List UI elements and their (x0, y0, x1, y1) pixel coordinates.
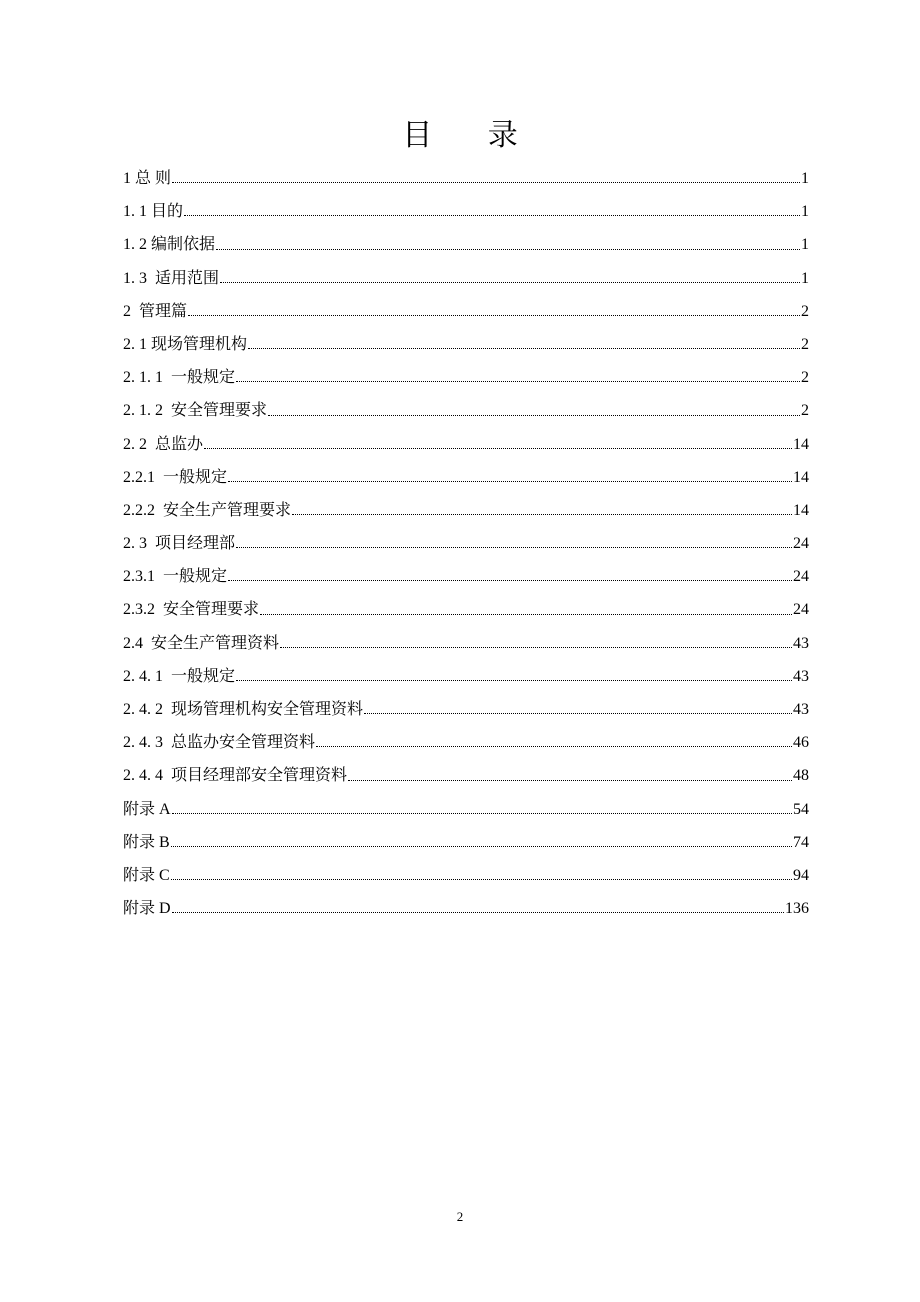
toc-entry-page: 24 (793, 601, 809, 619)
toc-entry[interactable] (123, 394, 809, 427)
toc-entry-label: 1. 3 适用范围 (123, 269, 220, 287)
toc-dot-leader (188, 315, 800, 316)
toc-list (123, 162, 809, 925)
toc-entry-label: 2. 4. 4 项目经理部安全管理资料 (123, 767, 348, 785)
toc-entry-label: 附录 B (123, 833, 170, 851)
toc-entry-label: 附录 C (123, 866, 170, 884)
page-number: 2 (456, 1209, 464, 1224)
toc-entry[interactable] (123, 859, 809, 892)
toc-entry-page: 14 (793, 435, 809, 453)
toc-entry[interactable] (123, 428, 809, 461)
toc-dot-leader (292, 514, 792, 515)
toc-entry-label: 2.2.2 安全生产管理要求 (123, 501, 292, 519)
toc-entry[interactable] (123, 494, 809, 527)
toc-title: 目 录 (402, 119, 542, 152)
toc-entry-page: 24 (793, 568, 809, 586)
toc-dot-leader (184, 215, 800, 216)
toc-dot-leader (204, 448, 792, 449)
toc-dot-leader (280, 647, 792, 648)
toc-entry-page: 54 (793, 800, 809, 818)
toc-entry-label: 2.4 安全生产管理资料 (123, 634, 280, 652)
toc-entry-page: 24 (793, 535, 809, 553)
toc-entry-page: 48 (793, 767, 809, 785)
toc-dot-leader (228, 580, 792, 581)
toc-entry-label: 附录 D (123, 900, 171, 918)
toc-entry[interactable] (123, 295, 809, 328)
toc-entry-label: 2. 1. 1 一般规定 (123, 369, 236, 387)
toc-entry-label: 1 总 则 (123, 170, 172, 187)
toc-entry-page: 74 (793, 833, 809, 851)
toc-entry-page: 43 (793, 667, 809, 685)
toc-entry[interactable] (123, 461, 809, 494)
toc-entry-page: 43 (793, 701, 809, 718)
toc-entry[interactable] (123, 826, 809, 859)
toc-dot-leader (228, 481, 792, 482)
toc-entry[interactable] (123, 693, 809, 726)
toc-dot-leader (236, 381, 800, 382)
toc-dot-leader (260, 614, 792, 615)
toc-entry[interactable] (123, 162, 809, 195)
toc-entry-label: 2.3.2 安全管理要求 (123, 601, 260, 619)
toc-entry-page: 1 (801, 170, 809, 187)
toc-entry[interactable] (123, 892, 809, 925)
toc-dot-leader (268, 415, 800, 416)
toc-entry-page: 43 (793, 634, 809, 652)
toc-dot-leader (171, 846, 792, 847)
toc-entry-label: 2.3.1 一般规定 (123, 568, 228, 586)
toc-entry-page: 1 (801, 203, 809, 221)
toc-entry-page: 2 (801, 402, 809, 420)
toc-entry-label: 附录 A (123, 800, 171, 818)
toc-entry-label: 2 管理篇 (123, 302, 188, 320)
toc-entry[interactable] (123, 560, 809, 593)
toc-entry-page: 1 (801, 269, 809, 287)
toc-entry-label: 1. 1 目的 (123, 203, 184, 221)
toc-entry[interactable] (123, 726, 809, 759)
toc-dot-leader (172, 813, 792, 814)
toc-entry-page: 94 (793, 866, 809, 884)
toc-entry[interactable] (123, 328, 809, 361)
toc-entry-page: 14 (793, 468, 809, 486)
toc-dot-leader (364, 713, 792, 714)
toc-dot-leader (220, 282, 800, 283)
toc-entry-page: 2 (801, 369, 809, 387)
toc-entry-label: 2. 4. 1 一般规定 (123, 667, 236, 685)
toc-entry-page: 136 (785, 900, 809, 918)
toc-dot-leader (236, 680, 792, 681)
toc-entry-label: 1. 2 编制依据 (123, 236, 216, 254)
toc-entry-label: 2. 4. 2 现场管理机构安全管理资料 (123, 701, 364, 718)
toc-entry-page: 2 (801, 302, 809, 320)
toc-entry[interactable] (123, 195, 809, 228)
toc-dot-leader (316, 746, 792, 747)
toc-entry-label: 2.2.1 一般规定 (123, 468, 228, 486)
toc-entry-page: 14 (793, 501, 809, 519)
toc-entry[interactable] (123, 527, 809, 560)
toc-dot-leader (248, 348, 800, 349)
toc-entry[interactable] (123, 361, 809, 394)
toc-entry[interactable] (123, 627, 809, 660)
toc-entry[interactable] (123, 262, 809, 295)
toc-entry[interactable] (123, 593, 809, 626)
toc-entry-label: 2. 3 项目经理部 (123, 535, 236, 553)
toc-entry-label: 2. 4. 3 总监办安全管理资料 (123, 734, 316, 752)
toc-entry-label: 2. 1. 2 安全管理要求 (123, 402, 268, 420)
toc-entry[interactable] (123, 793, 809, 826)
toc-dot-leader (236, 547, 792, 548)
toc-entry[interactable] (123, 759, 809, 792)
toc-dot-leader (348, 780, 792, 781)
toc-dot-leader (172, 912, 784, 913)
toc-entry-label: 2. 2 总监办 (123, 435, 204, 453)
toc-entry-page: 46 (793, 734, 809, 752)
toc-entry[interactable] (123, 660, 809, 693)
toc-entry-label: 2. 1 现场管理机构 (123, 335, 248, 353)
toc-entry[interactable] (123, 228, 809, 261)
toc-entry-page: 2 (801, 335, 809, 353)
toc-dot-leader (216, 249, 800, 250)
toc-entry-page: 1 (801, 236, 809, 254)
toc-dot-leader (171, 879, 792, 880)
toc-dot-leader (172, 182, 800, 183)
